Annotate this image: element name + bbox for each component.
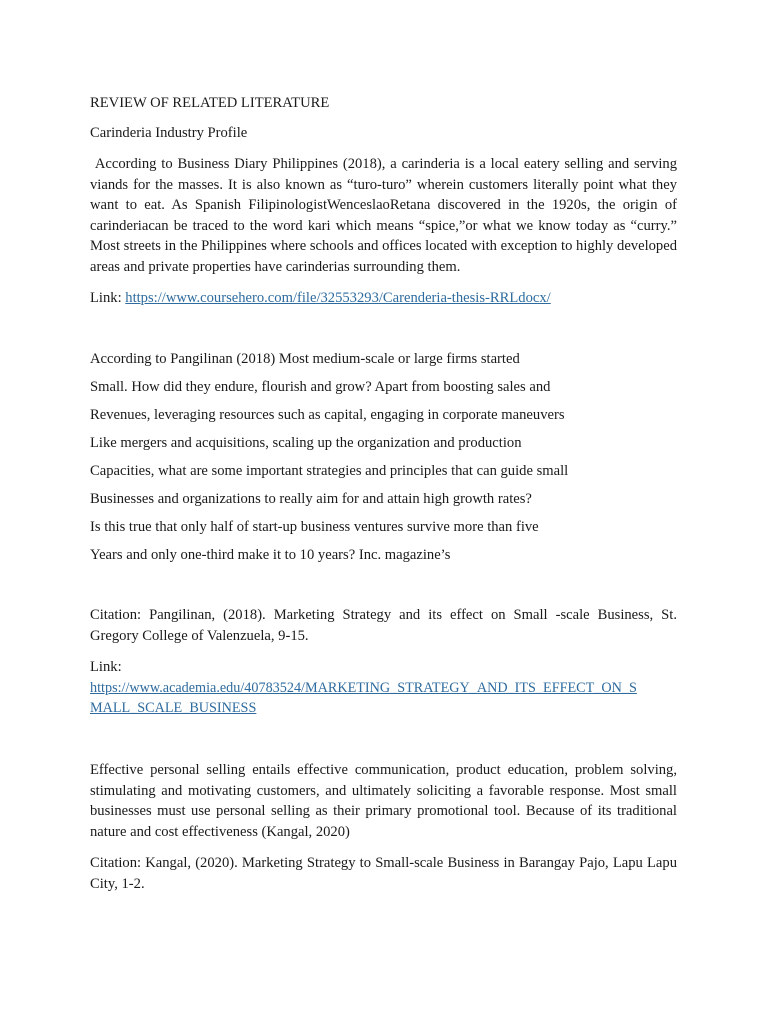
text-line: According to Pangilinan (2018) Most medium-scale or large firms started bbox=[90, 351, 520, 367]
carinderia-paragraph: According to Business Diary Philippines (2018), a carinderia is a local eatery selling and serving viands for the masses. It is also known as “turo-turo” wherein customers literally point what they want to eat. As Spanish FilipinologistWenceslaoRetana discovered in the 1920s, the origin of carinderiacan be traced to the word kari which means “spice,”or what we know today as “curry.” Most streets in the Philippines where schools and offices located with exception to highly developed areas and private properties have carinderias surrounding them. bbox=[90, 156, 681, 275]
text-line: Businesses and organizations to really aim for and attain high growth rates? bbox=[90, 491, 532, 507]
academia-link-line-1[interactable]: https://www.academia.edu/40783524/MARKETING_STRATEGY_AND_ITS_EFFECT_ON_S bbox=[90, 680, 637, 696]
page-title: REVIEW OF RELATED LITERATURE bbox=[90, 95, 330, 111]
text-line: Revenues, leveraging resources such as capital, engaging in corporate maneuvers bbox=[90, 407, 565, 423]
kangal-citation: Citation: Kangal, (2020). Marketing Strategy to Small-scale Business in Barangay Pajo, Lapu Lapu City, 1-2. bbox=[90, 855, 677, 892]
text-line: Small. How did they endure, flourish and grow? Apart from boosting sales and bbox=[90, 379, 551, 395]
text-line: Years and only one-third make it to 10 years? Inc. magazine’s bbox=[90, 547, 451, 563]
link-label: Link: bbox=[90, 290, 126, 306]
text-line: Like mergers and acquisitions, scaling up the organization and production bbox=[90, 435, 522, 451]
link-label-academia: Link: bbox=[90, 659, 122, 675]
link-line-coursehero bbox=[90, 288, 677, 309]
pangilinan-citation: Citation: Pangilinan, (2018). Marketing Strategy and its effect on Small -scale Business, St. Gregory College of Valenzuela, 9-15. bbox=[90, 607, 677, 644]
academia-link-line-2[interactable]: MALL_SCALE_BUSINESS bbox=[90, 700, 257, 716]
coursehero-link[interactable]: https://www.coursehero.com/file/32553293/Carenderia-thesis-RRLdocx/ bbox=[125, 290, 551, 306]
text-line: Is this true that only half of start-up business ventures survive more than five bbox=[90, 519, 539, 535]
text-line: Capacities, what are some important strategies and principles that can guide small bbox=[90, 463, 569, 479]
personal-selling-paragraph: Effective personal selling entails effective communication, product education, problem solving, stimulating and motivating customers, and ultimately soliciting a favorable response. Most small businesses must use personal selling as their primary promotional tool. Because of its traditional nature and cost effectiveness (Kangal, 2020) bbox=[90, 762, 677, 840]
section-heading: Carinderia Industry Profile bbox=[90, 125, 248, 141]
